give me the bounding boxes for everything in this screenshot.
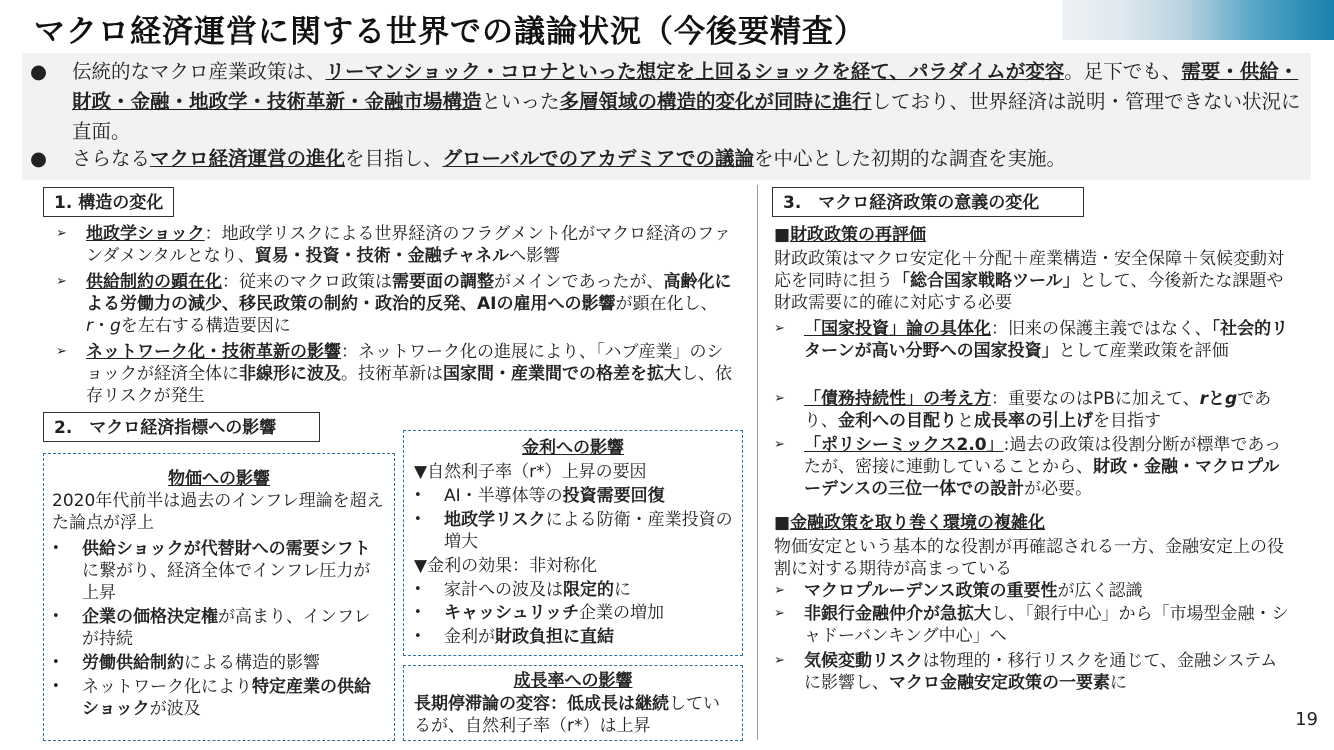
arrow-icon: ➢ xyxy=(774,437,785,452)
summary-text: 。足下でも、 xyxy=(1064,60,1182,83)
prices-heading: 物価への影響 xyxy=(168,469,270,489)
arrow-icon: ➢ xyxy=(774,321,785,336)
arrow-icon: ➢ xyxy=(774,391,785,406)
growth-text: 長期停滞論の変容：低成長は継続しているが、自然利子率（r*）は上昇 xyxy=(414,694,720,736)
arrow-icon: ➢ xyxy=(774,606,785,621)
rates-subheading: ▼自然利子率（r*）上昇の要因 xyxy=(414,462,647,482)
page-number: 19 xyxy=(1295,709,1318,730)
growth-panel xyxy=(403,665,743,741)
bullet-icon: • xyxy=(52,609,60,624)
prices-intro: 2020年代前半は過去のインフレ理論を超えた論点が浮上 xyxy=(52,491,384,533)
square-icon: ■ xyxy=(774,225,791,245)
rates-subheading: ▼金利の効果：非対称化 xyxy=(414,556,598,576)
summary-text: 伝統的なマクロ産業政策は、 xyxy=(72,60,326,83)
summary-text: といった xyxy=(481,90,560,113)
summary-text: さらなる xyxy=(72,147,151,170)
summary-emphasis: グローバルでのアカデミアでの議論 xyxy=(442,147,754,170)
monetary-heading: ■金融政策を取り巻く環境の複雑化 xyxy=(774,513,1046,533)
section3-content: ■財政政策の再評価 財政政策はマクロ安定化＋分配＋産業構造・安全保障＋気候変動対応を同時に担う「総合国家戦略ツール」として、今後新たな課題や財政需要に的確に対応する必要 ➢ 「国家投資」論の具体化：旧来の保護主義ではなく、「社会的リターンが高い分野への国家投資」として産業政策を評価 ➢ 「債務持続性」の考え方：重要なのはPBに加えて、rとgであり、金利への目配りと成長率の引上げを目指す ➢ 「ポリシーミックス2.0」:過去の政策は役割分断が標準であったが、密接に連動していることから、財政・金融・マクロプルーデンスの三位一体での設計が必要。 ■金融政策を取り巻く環境の複雑化 物価安定という基本的な役割が再確認される一方、金融安定上の役割に対する期待が高まっている ➢ マクロプルーデンス政策の重要性が広く認識 ➢ 非銀行金融仲介が急拡大し、「銀行中心」から「市場型金融・シャドーバンキング中心」へ ➢ 気候変動リスクは物理的・移行リスクを通じて、金融システムに影響し、マクロ金融安定政策の一要素に xyxy=(774,224,1316,704)
section1-list: ➢ 地政学ショック：地政学リスクによる世界経済のフラグメント化がマクロ経済のファンダメンタルとなり、貿易・投資・技術・金融チャネルへ影響 ➢ 供給制約の顕在化：従来のマクロ政策は需要面の調整がメインであったが、高齢化による労働力の減少、移民政策の制約・政治的反発、AIの雇用への影響が顕在化し、r・gを左右する構造要因に ➢ ネットワーク化・技術革新の影響：ネットワーク化の進展により、「ハブ産業」のショックが経済全体に非線形に波及。技術革新は国家間・産業間での格差を拡大し、依存リスクが発生 xyxy=(56,224,732,406)
summary-emphasis: マクロ経済運営の進化 xyxy=(150,147,346,170)
arrow-icon: ➢ xyxy=(774,653,785,668)
bullet-dot: ● xyxy=(30,147,48,170)
summary-text: を中心とした初期的な調査を実施。 xyxy=(753,147,1066,170)
arrow-icon: ➢ xyxy=(56,344,67,359)
summary-text: を目指し、 xyxy=(345,147,443,170)
summary-text: しており、世界経済は説明・管理できない状況に直面。 xyxy=(72,90,1301,143)
bullet-icon: • xyxy=(414,629,422,644)
section3-label: 3. マクロ経済政策の意義の変化 xyxy=(772,187,1084,217)
bullet-icon: • xyxy=(52,679,60,694)
page-title: マクロ経済運営に関する世界での議論状況（今後要精査） xyxy=(34,14,866,50)
column-divider xyxy=(757,185,758,740)
fiscal-heading: ■財政政策の再評価 xyxy=(774,225,927,245)
bullet-icon: • xyxy=(414,512,422,527)
bullet-icon: • xyxy=(52,655,60,670)
summary-emphasis: 需要・供給・財政・金融・地政学・技術革新・金融市場構造 xyxy=(72,60,1299,113)
section1-label: 1. 構造の変化 xyxy=(43,187,174,217)
summary-box xyxy=(22,53,1311,180)
monetary-text: 物価安定という基本的な役割が再確認される一方、金融安定上の役割に対する期待が高まっている xyxy=(774,537,1284,579)
header-decoration xyxy=(1062,0,1334,40)
summary-emphasis: 多層領域の構造的変化が同時に進行 xyxy=(559,90,872,113)
square-icon: ■ xyxy=(774,513,791,533)
arrow-icon: ➢ xyxy=(774,583,785,598)
section2-label: 2. マクロ経済指標への影響 xyxy=(43,412,320,442)
rates-heading: 金利への影響 xyxy=(522,438,624,458)
bullet-dot: ● xyxy=(30,60,48,83)
arrow-icon: ➢ xyxy=(56,226,67,241)
fiscal-text: 財政政策はマクロ安定化＋分配＋産業構造・安全保障＋気候変動対応を同時に担う「総合国家戦略ツール」として、今後新たな課題や財政需要に的確に対応する必要 xyxy=(774,249,1284,313)
bullet-icon: • xyxy=(414,488,422,503)
bullet-icon: • xyxy=(52,541,60,556)
arrow-icon: ➢ xyxy=(56,274,67,289)
growth-heading: 成長率への影響 xyxy=(513,671,633,691)
bullet-icon: • xyxy=(414,605,422,620)
bullet-icon: • xyxy=(414,582,422,597)
rates-panel: 金利への影響 ▼自然利子率（r*）上昇の要因 • AI・半導体等の投資需要回復 • 地政学リスクによる防衛・産業投資の増大 ▼金利の効果：非対称化 • 家計への波及は限定的に • キャッシュリッチ企業の増加 • 金利が財政負担に直結 xyxy=(403,430,743,656)
summary-emphasis: リーマンショック・コロナといった想定を上回るショックを経て、パラダイムが変容 xyxy=(325,60,1065,83)
prices-panel: 物価への影響 2020年代前半は過去のインフレ理論を超えた論点が浮上 • 供給ショックが代替財への需要シフトに繋がり、経済全体でインフレ圧力が上昇 • 企業の価格決定権が高まり、インフレが持続 • 労働供給制約による構造的影響 • ネットワーク化により特定産業の供給ショックが波及 xyxy=(43,453,395,741)
